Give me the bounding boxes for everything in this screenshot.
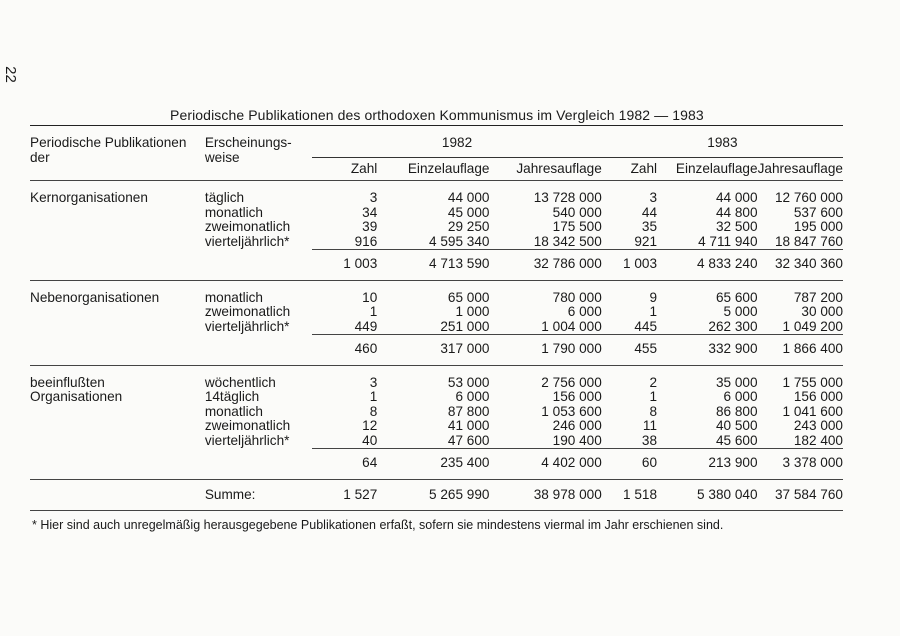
total-row <box>30 479 843 511</box>
cell: 18 342 500 <box>533 233 602 249</box>
table-row <box>30 320 843 335</box>
header-einzelauflage-1983: Einzelauflage <box>675 160 758 176</box>
cell: 40 <box>362 432 378 448</box>
cell: 921 <box>634 233 658 249</box>
cell: 41 000 <box>447 418 490 433</box>
cell: 4 595 340 <box>429 233 490 249</box>
cell: 1 000 <box>455 304 490 319</box>
table-title: Periodische Publikationen des orthodoxen Kommunismus im Vergleich 1982 — 1983 <box>170 107 704 123</box>
cell: 65 000 <box>447 289 490 305</box>
cell: 916 <box>354 233 378 249</box>
page-number: 22 <box>1 66 19 83</box>
cell: 35 <box>641 219 658 234</box>
cell: 2 756 000 <box>541 374 602 390</box>
cell: 86 800 <box>715 403 758 419</box>
header-periodical: Periodische Publikationen der <box>30 135 187 165</box>
subtotal-cell: 4 833 240 <box>657 250 758 281</box>
cell: 6 000 <box>567 304 602 319</box>
frequency: wöchentlich <box>204 374 276 390</box>
total-cell: 37 584 760 <box>758 479 843 511</box>
total-label: Summe: <box>205 479 312 511</box>
header-year-1982: 1982 <box>312 126 602 157</box>
cell: 44 000 <box>447 190 490 205</box>
table-row <box>30 206 843 221</box>
cell: 182 400 <box>793 432 843 448</box>
subtotal-cell: 64 <box>312 449 377 480</box>
subtotal-cell: 3 378 000 <box>758 449 843 480</box>
header-year-1983: 1983 <box>602 126 843 157</box>
frequency: zweimonatlich <box>204 418 291 433</box>
table-row <box>30 281 843 306</box>
cell: 11 <box>642 418 658 433</box>
subtotal-cell: 4 713 590 <box>377 250 489 281</box>
subtotal-row <box>30 250 843 281</box>
cell: 1 004 000 <box>541 318 602 334</box>
cell: 243 000 <box>793 418 843 433</box>
frequency: zweimonatlich <box>204 304 291 319</box>
cell: 3 <box>369 374 378 390</box>
cell: 87 800 <box>447 403 490 419</box>
cell: 18 847 760 <box>774 233 843 249</box>
cell: 1 <box>649 304 658 319</box>
cell: 449 <box>354 318 378 334</box>
cell: 1 <box>369 389 378 404</box>
header-zahl-1982: Zahl <box>350 160 378 176</box>
table-row <box>30 305 843 320</box>
cell: 9 <box>649 289 658 305</box>
cell: 6 000 <box>455 389 490 404</box>
group-name-line-1: beeinflußten <box>30 374 105 390</box>
subtotal-cell: 455 <box>602 335 657 366</box>
subtotal-cell: 32 340 360 <box>758 250 843 281</box>
cell: 38 <box>641 432 658 448</box>
subtotal-row <box>30 335 843 366</box>
cell: 1 755 000 <box>782 374 843 390</box>
header-row-years <box>30 126 843 157</box>
subtotal-row <box>30 449 843 480</box>
cell: 32 500 <box>715 219 758 234</box>
table-row <box>30 419 843 434</box>
frequency: monatlich <box>204 403 263 419</box>
cell: 540 000 <box>552 204 602 220</box>
cell: 1 053 600 <box>541 403 602 419</box>
header-einzelauflage-1982: Einzelauflage <box>407 160 490 176</box>
subtotal-cell: 1 866 400 <box>758 335 843 366</box>
table-row <box>30 235 843 250</box>
cell: 4 711 940 <box>698 233 758 249</box>
cell: 445 <box>634 318 658 334</box>
cell: 1 <box>649 389 658 404</box>
frequency: monatlich <box>204 204 263 220</box>
group-name: Kernorganisationen <box>30 190 148 205</box>
cell: 6 000 <box>723 389 758 404</box>
cell: 40 500 <box>715 418 758 433</box>
cell: 156 000 <box>793 389 843 404</box>
subtotal-cell: 213 900 <box>657 449 758 480</box>
cell: 29 250 <box>447 219 490 234</box>
total-cell: 1 518 <box>602 479 657 511</box>
cell: 65 600 <box>715 289 758 305</box>
subtotal-cell: 4 402 000 <box>489 449 601 480</box>
subtotal-cell: 1 003 <box>312 250 377 281</box>
cell: 53 000 <box>447 374 490 390</box>
table-row <box>30 220 843 235</box>
cell: 12 760 000 <box>774 190 843 205</box>
frequency: zweimonatlich <box>204 219 291 234</box>
cell: 3 <box>649 190 658 205</box>
subtotal-cell: 460 <box>312 335 377 366</box>
group-name-line-2: Organisationen <box>30 389 123 404</box>
cell: 251 000 <box>440 318 490 334</box>
cell: 537 600 <box>793 204 843 220</box>
cell: 39 <box>362 219 378 234</box>
cell: 45 600 <box>715 432 758 448</box>
frequency: 14täglich <box>204 389 260 404</box>
cell: 30 000 <box>801 304 843 319</box>
subtotal-cell: 32 786 000 <box>489 250 601 281</box>
cell: 156 000 <box>552 389 602 404</box>
cell: 44 000 <box>715 190 758 205</box>
cell: 45 000 <box>447 204 490 220</box>
cell: 8 <box>369 403 378 419</box>
cell: 10 <box>362 289 378 305</box>
publications-table <box>30 125 843 511</box>
subtotal-cell: 1 790 000 <box>489 335 601 366</box>
cell: 35 000 <box>715 374 758 390</box>
subtotal-cell: 317 000 <box>377 335 489 366</box>
cell: 34 <box>362 204 378 220</box>
cell: 5 000 <box>723 304 758 319</box>
group-name: Nebenorganisationen <box>30 289 160 305</box>
cell: 1 041 600 <box>782 403 843 419</box>
cell: 44 800 <box>715 204 758 220</box>
footnote: * Hier sind auch unregelmäßig herausgegebene Publikationen erfaßt, sofern sie mindestens viermal im Jahr erschienen sind. <box>32 518 724 532</box>
table-row <box>30 434 843 449</box>
cell: 780 000 <box>552 289 602 305</box>
header-jahresauflage-1982: Jahresauflage <box>516 160 602 176</box>
cell: 44 <box>641 204 658 220</box>
total-cell: 38 978 000 <box>489 479 601 511</box>
frequency: vierteljährlich* <box>204 233 290 249</box>
subtotal-cell: 60 <box>602 449 657 480</box>
header-jahresauflage-1983: Jahresauflage <box>757 160 843 176</box>
cell: 2 <box>649 374 658 390</box>
frequency: täglich <box>204 190 245 205</box>
cell: 1 <box>369 304 378 319</box>
cell: 175 500 <box>552 219 602 234</box>
cell: 195 000 <box>793 219 843 234</box>
cell: 1 049 200 <box>782 318 843 334</box>
cell: 8 <box>649 403 658 419</box>
cell: 3 <box>369 190 378 205</box>
total-cell: 5 380 040 <box>657 479 758 511</box>
cell: 246 000 <box>552 418 602 433</box>
total-cell: 1 527 <box>312 479 377 511</box>
table-row <box>30 390 843 405</box>
frequency: monatlich <box>204 289 263 305</box>
subtotal-cell: 235 400 <box>377 449 489 480</box>
table-row <box>30 366 843 391</box>
header-zahl-1983: Zahl <box>630 160 658 176</box>
cell: 12 <box>362 418 378 433</box>
cell: 190 400 <box>552 432 602 448</box>
cell: 262 300 <box>708 318 758 334</box>
cell: 787 200 <box>793 289 843 305</box>
table-row <box>30 405 843 420</box>
table-row <box>30 181 843 206</box>
frequency: vierteljährlich* <box>204 318 290 334</box>
total-cell: 5 265 990 <box>377 479 489 511</box>
subtotal-cell: 332 900 <box>657 335 758 366</box>
frequency: vierteljährlich* <box>204 432 290 448</box>
cell: 47 600 <box>447 432 490 448</box>
cell: 13 728 000 <box>533 190 602 205</box>
subtotal-cell: 1 003 <box>602 250 657 281</box>
header-frequency: Erscheinungs-weise <box>204 135 292 165</box>
